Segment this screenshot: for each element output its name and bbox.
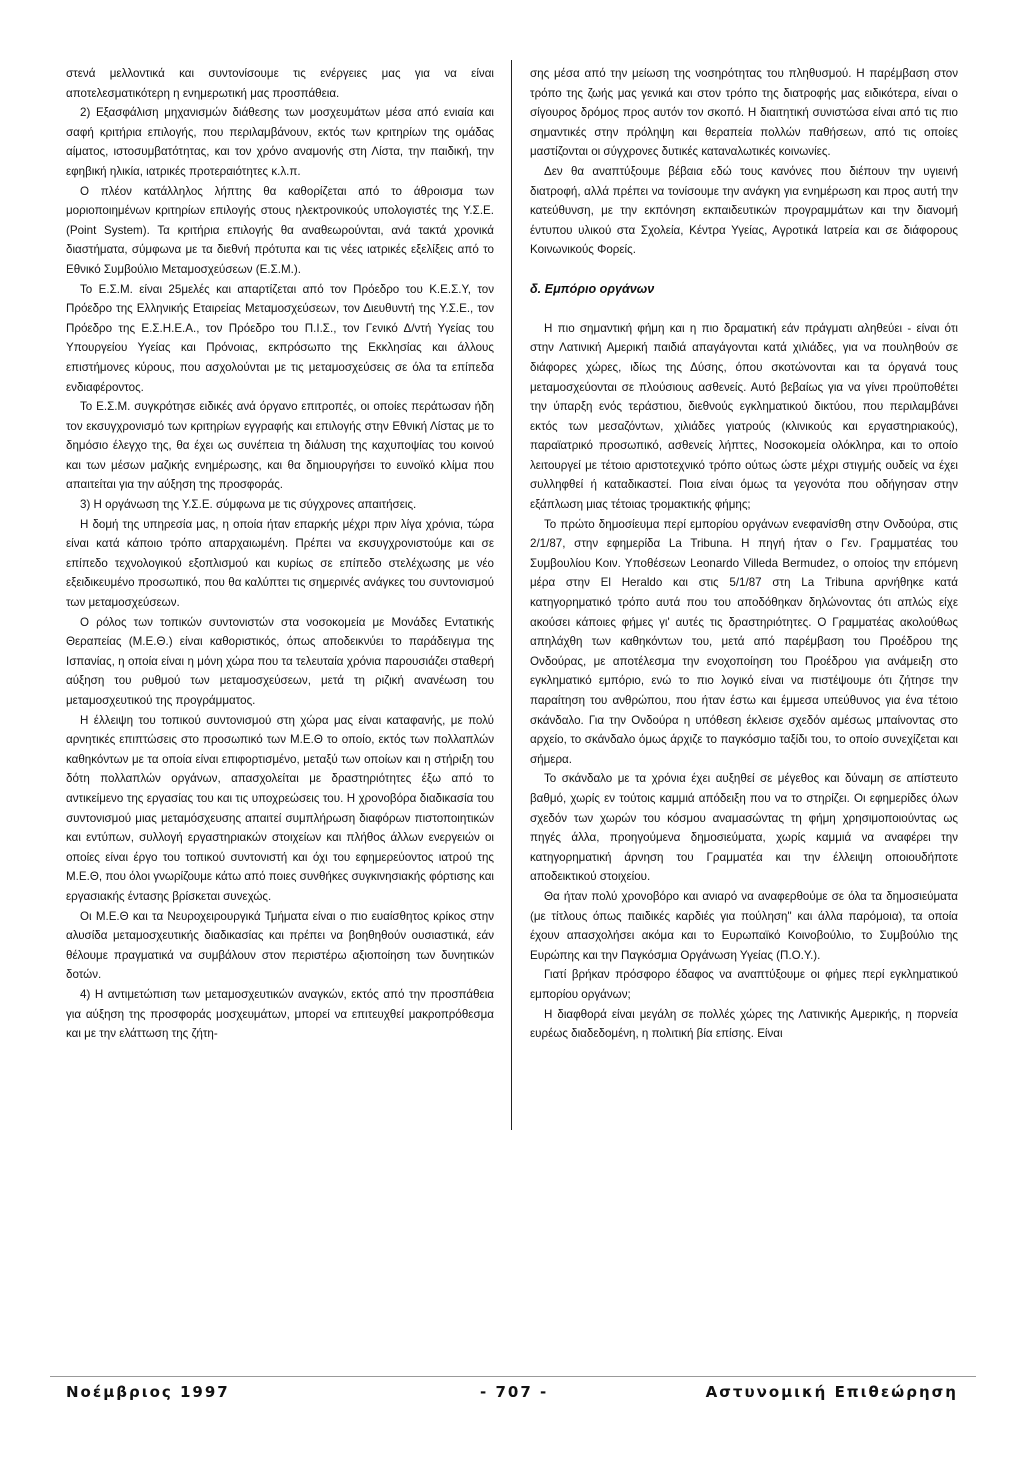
publication-name: Αστυνομική Επιθεώρηση [705, 1383, 958, 1401]
column-divider [511, 60, 512, 1130]
page-number: - 707 - [480, 1383, 549, 1401]
paragraph: Ο ρόλος των τοπικών συντονιστών στα νοσοκομεία με Μονάδες Εντατικής Θεραπείας (Μ.Ε.Θ.) είναι καθοριστικός, όπως αποδεικνύει το παράδειγμα της Ισπανίας, η οποία είναι η μόνη χώρα που τα τελευταία χρόνια παρουσιάζει σταθερή αύξηση του ρυθμού των μεταμοσχεύσεων, μετά τη ριζική ανανέωση του μεταμοσχευτικού της προγράμματος. [66, 615, 494, 707]
footer-date: Νοέμβριος 1997 [66, 1383, 230, 1401]
paragraph: Η πιο σημαντική φήμη και η πιο δραματική εάν πράγματι αληθεύει - είναι ότι στην Λατινική Αμερική παιδιά απαγάγονται κατά χιλιάδες, για να πουληθούν σε διάφορες χώρες, ιδίως της Δύσης, όπου σκοτώνονται και τα όργανά τους μεταμοσχεύονται σε πλούσιους ασθενείς. Αυτό βεβαίως για να γίνει προϋποθέτει την ύπαρξη ενός τεράστιου, διεθνούς εγκληματικού δικτύου, που περιλαμβάνει εκτός των μεσαζόντων, χιλιάδες γιατρούς (κλινικούς και εργαστηριακούς), παραϊατρικό προσωπικό, ασθενείς λήπτες, Νοσοκομεία ολόκληρα, και το οποίο λειτουργεί με τέτοιο αριστοτεχνικό τρόπο ούτως ώστε μέχρι στιγμής ουδείς να έχει συλληφθεί ή καταδικαστεί. Ποια είναι όμως τα γεγονότα που οδήγησαν στην εξάπλωση μιας τέτοιας τρομακτικής φήμης; [530, 321, 958, 512]
page-footer [66, 1383, 958, 1405]
paragraph: Το σκάνδαλο με τα χρόνια έχει αυξηθεί σε μέγεθος και δύναμη σε απίστευτο βαθμό, χωρίς εν τούτοις καμμιά απόδειξη που να το στηρίζει. Οι εφημερίδες όλων σχεδόν των χωρών του κόσμου αναμασώντας τη φήμη χρησιμοποιούντας ως πηγές άλλα, προηγούμενα δημοσιεύματα, χωρίς καμμιά να αναφέρει την κατηγορηματική άρνηση του Γραμματέα και την έλλειψη οποιουδήποτε αποδεικτικού στοιχείου. [530, 772, 958, 884]
paragraph: στενά μελλοντικά και συντονίσουμε τις ενέργειες μας για να είναι αποτελεσματικότερη η ενημερωτική μας προσπάθεια. [66, 67, 494, 100]
section-heading: δ. Εμπόριο οργάνων [530, 281, 655, 296]
paragraph: Οι Μ.Ε.Θ και τα Νευροχειρουργικά Τμήματα είναι ο πιο ευαίσθητος κρίκος στην αλυσίδα μεταμοσχευτικής διαδικασίας και πρέπει να βοηθηθούν ουσιαστικά, εάν θέλουμε πραγματικά να συμβάλουν στον περιστέρω αξιοποίηση των δυνητικών δοτών. [66, 909, 494, 982]
paragraph: Το Ε.Σ.Μ. συγκρότησε ειδικές ανά όργανο επιτροπές, οι οποίες περάτωσαν ήδη τον εκσυγχρονισμό των κριτηρίων εγγραφής και επιλογής στην Εθνική Λίστας με το δημόσιο έλεγχο της, θα έχει ως συνέπεια τη διάλυση της καχυποψίας του κοινού και των μέσων μαζικής ενημέρωσης, και θα δημιουργήσει το ευνοϊκό κλίμα που απαιτείται για την αύξηση της προσφοράς. [66, 400, 494, 492]
paragraph: Γιατί βρήκαν πρόσφορο έδαφος να αναπτύξουμε οι φήμες περί εγκληματικού εμπορίου οργάνων; [530, 968, 958, 1001]
paragraph: 3) Η οργάνωση της Υ.Σ.Ε. σύμφωνα με τις σύγχρονες απαιτήσεις. [80, 498, 417, 512]
paragraph: Δεν θα αναπτύξουμε βέβαια εδώ τους κανόνες που διέπουν την υγιεινή διατροφή, αλλά πρέπει να τονίσουμε την ανάγκη για ενημέρωση και προς αυτή την κατεύθυνση, με την εκπόνηση εκπαιδευτικών προγραμμάτων και την διανομή έντυπου υλικού στα Σχολεία, Κέντρα Υγείας, Αγροτικά Ιατρεία και σε διάφορους Κοινωνικούς Φορείς. [530, 164, 958, 257]
paragraph: 2) Εξασφάλιση μηχανισμών διάθεσης των μοσχευμάτων μέσα από ενιαία και σαφή κριτήρια επιλογής, που περιλαμβάνουν, εκτός των κριτηρίων της ομάδας αίματος, ιστοσυμβατότητας, και τον χρόνο αναμονής στη Λίστα, την παιδική, την εφηβική ηλικία, ιατρικές προτεραιότητες κ.λ.π. [66, 106, 494, 178]
paragraph: σης μέσα από την μείωση της νοσηρότητας του πληθυσμού. Η παρέμβαση στον τρόπο της ζωής μας γενικά και στον τρόπο της διατροφής μας ειδικότερα, είναι ο σίγουρος δρόμος προς αυτόν τον σκοπό. Η διαιτητική συνιστώσα είναι από τις πιο σημαντικές στην πρόληψη και θεραπεία πολλών παθήσεων, από τις οποίες μαστίζονται οι σύγχρονες δυτικές καταναλωτικές κοινωνίες. [530, 67, 958, 159]
paragraph: Το Ε.Σ.Μ. είναι 25μελές και απαρτίζεται από τον Πρόεδρο του Κ.Ε.Σ.Υ, τον Πρόεδρο της Ελληνικής Εταιρείας Μεταμοσχεύσεων, τον Διευθυντή της Υ.Σ.Ε., τον Πρόεδρο της Ε.Σ.Η.Ε.Α., τον Πρόεδρο του Π.Ι.Σ., τον Γενικό Δ/ντή Υγείας του Υπουργείου Υγείας και Πρόνοιας, εκπρόσωπο της Εκκλησίας και άλλους επιστήμονες κύρους, που ασχολούνται με τις μεταμοσχεύσεις σε όλα τα επίπεδα ενδιαφέροντος. [66, 282, 494, 394]
paragraph: Θα ήταν πολύ χρονοβόρο και ανιαρό να αναφερθούμε σε όλα τα δημοσιεύματα (με τίτλους όπως παιδικές καρδιές για πούληση" και άλλα παρόμοια), τα οποία έχουν απασχολήσει ακόμα και το Ευρωπαϊκό Κοινοβούλιο, το Συμβούλιο της Ευρώπης και την Παγκόσμια Οργάνωση Υγείας (Π.Ο.Υ.). [530, 889, 958, 962]
paragraph: Η έλλειψη του τοπικού συντονισμού στη χώρα μας είναι καταφανής, με πολύ αρνητικές επιπτώσεις στο προσωπικό των Μ.Ε.Θ το οποίο, εκτός των πολλαπλών καθηκόντων με τα οποία είναι επιφορτισμένο, μεταξύ των οποίων και η στήριξη του δότη πολλαπλών οργάνων, απασχολείται με δραστηριότητες έξω από το αντικείμενο της εργασίας του και τις υποχρεώσεις του. Η χρονοβόρα διαδικασία του συντονισμού μιας μεταμόσχευσης απαιτεί συμπλήρωση διαφόρων πιστοποιητικών και εντύπων, συλλογή εργαστηριακών στοιχείων και πλήθος άλλων ενεργειών οι οποίες είναι έργο του τοπικού συντονιστή και όχι του εφημερεύοντος ιατρού της Μ.Ε.Θ, που όλοι γνωρίζουμε κάτω από ποιες συνθήκες συγκινησιακής φόρτισης και εργασιακής έντασης βρίσκεται συνεχώς. [66, 713, 494, 903]
paragraph: 4) Η αντιμετώπιση των μεταμοσχευτικών αναγκών, εκτός από την προσπάθεια για αύξηση της προσφοράς μοσχευμάτων, μπορεί να επιτευχθεί μακροπρόθεσμα και με την ελάττωση της ζήτη- [66, 987, 494, 1041]
left-column [66, 64, 494, 1044]
right-column [530, 64, 958, 1044]
paragraph: Η διαφθορά είναι μεγάλη σε πολλές χώρες της Λατινικής Αμερικής, η πορνεία ευρέως διαδεδομένη, η πολιτική βία επίσης. Είναι [530, 1007, 958, 1041]
paragraph: Ο πλέον κατάλληλος λήπτης θα καθορίζεται από το άθροισμα των μοριοποιημένων κριτηρίων επιλογής στους ηλεκτρονικούς υπολογιστές της Υ.Σ.Ε. (Point System). Τα κριτήρια επιλογής θα αναθεωρούνται, ανά τακτά χρονικά διαστήματα, σύμφωνα με τα διεθνή πρότυπα και τις νέες ιατρικές εξελίξεις από το Εθνικό Συμβούλιο Μεταμοσχεύσεων (Ε.Σ.Μ.). [66, 184, 494, 276]
paragraph: Η δομή της υπηρεσία μας, η οποία ήταν επαρκής μέχρι πριν λίγα χρόνια, τώρα είναι κατά κάποιο τρόπο απαρχαιωμένη. Πρέπει να εκσυγχρονιστούμε και σε επίπεδο τεχνολογικού εξοπλισμού και κυρίως σε επίπεδο στελέχωσης με νέο εξειδικευμένο προσωπικό, που θα καλύπτει τις σημερινές ανάγκες του συντονισμού των μεταμοσχεύσεων. [66, 517, 494, 610]
footer-rule [50, 1376, 976, 1377]
paragraph: Το πρώτο δημοσίευμα περί εμπορίου οργάνων ενεφανίσθη στην Ονδούρα, στις 2/1/87, στην εφημερίδα La Tribuna. Η πηγή ήταν ο Γεν. Γραμματέας του Συμβουλίου Κοιν. Υποθέσεων Leonardo Villeda Bermudez, ο οποίος την επόμενη μέρα στην El Heraldo και στις 5/1/87 στη La Tribuna αρνήθηκε κατά κατηγορηματικό τρόπο αυτά που του αποδόθηκαν δηλώνοντας ότι απλώς είχε ακούσει κάποιες φήμες γι' αυτές τις δραστηριότητες. Ο Γραμματέας ακολούθως απηλάχθη των καθηκόντων του, μετά από παρέμβαση του Προέδρου της Ονδούρας, με αποτέλεσμα την ενοχοποίηση του Προέδρου για ανάμειξη στο εγκληματικό εμπόριο, ενώ το πιο λογικό είναι να πιστέψουμε ότι ζήτησε την παραίτηση του ανθρώπου, που ήταν έστω και έμμεσα υπεύθυνος για ένα τέτοιο σκάνδαλο. Για την Ονδούρα η υπόθεση έκλεισε σχεδόν αμέσως μπαίνοντας στο αρχείο, το σκάνδαλο όμως άρχιζε το παγκόσμιο ταξίδι του, το οποίο συνεχίζεται και σήμερα. [530, 517, 958, 766]
